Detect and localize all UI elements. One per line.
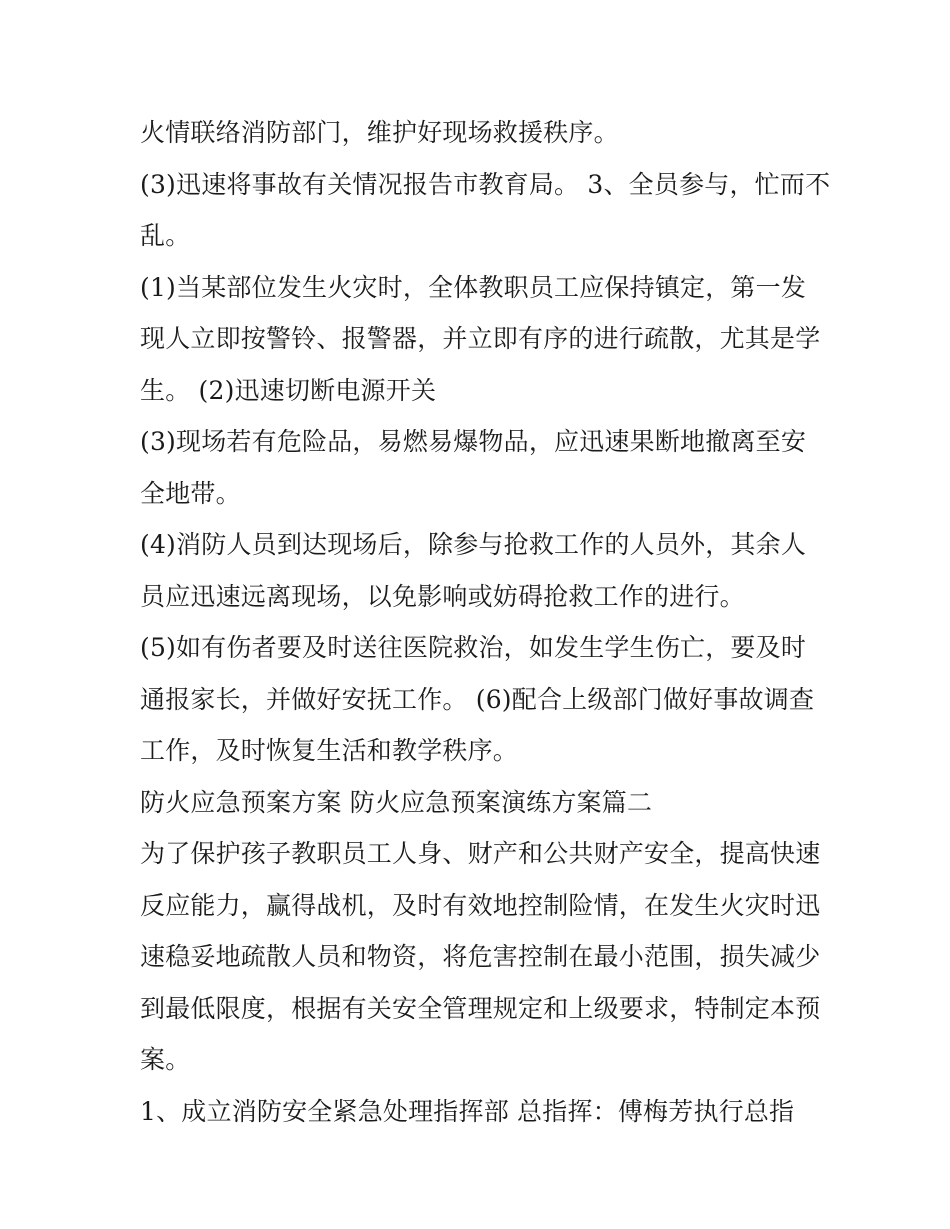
text-line-15: 为了保护孩子教职员工人身、财产和公共财产安全，提高快速 bbox=[140, 839, 821, 868]
text-line-19: 案。 bbox=[140, 1045, 191, 1074]
text-line-16: 反应能力，赢得战机，及时有效地控制险情，在发生火灾时迅 bbox=[140, 890, 821, 920]
text-line-17: 速稳妥地疏散人员和物资，将危害控制在最小范围，损失减少 bbox=[140, 942, 821, 971]
text-line-5: 现人立即按警铃、报警器，并立即有序的进行疏散，尤其是学 bbox=[140, 324, 821, 353]
text-line-12: 通报家长，并做好安抚工作。 (6)配合上级部门做好事故调查 bbox=[140, 684, 815, 714]
text-line-6: 生。 (2)迅速切断电源开关 bbox=[140, 375, 437, 405]
text-line-7: (3)现场若有危险品，易燃易爆物品，应迅速果断地撤离至安 bbox=[140, 427, 807, 456]
section-heading: 防火应急预案方案 防火应急预案演练方案篇二 bbox=[140, 787, 653, 817]
text-line-10: 员应迅速远离现场，以免影响或妨碍抢救工作的进行。 bbox=[140, 581, 745, 611]
text-line-1: 火情联络消防部门，维护好现场救援秩序。 bbox=[140, 118, 619, 147]
text-line-11: (5)如有伤者要及时送往医院救治，如发生学生伤亡，要及时 bbox=[140, 633, 807, 662]
text-line-3: 乱。 bbox=[140, 221, 191, 250]
text-line-9: (4)消防人员到达现场后，除参与抢救工作的人员外，其余人 bbox=[140, 530, 807, 559]
text-line-2: (3)迅速将事故有关情况报告市教育局。 3、全员参与，忙而不 bbox=[140, 169, 831, 199]
text-line-4: (1)当某部位发生火灾时，全体教职员工应保持镇定，第一发 bbox=[140, 272, 807, 302]
text-line-18: 到最低限度，根据有关安全管理规定和上级要求，特制定本预 bbox=[140, 993, 821, 1023]
text-line-8: 全地带。 bbox=[140, 478, 241, 508]
text-line-20: 1、成立消防安全紧急处理指挥部 总指挥：傅梅芳执行总指 bbox=[140, 1096, 795, 1126]
text-line-13: 工作，及时恢复生活和教学秩序。 bbox=[140, 736, 519, 765]
document-body bbox=[140, 107, 830, 1137]
